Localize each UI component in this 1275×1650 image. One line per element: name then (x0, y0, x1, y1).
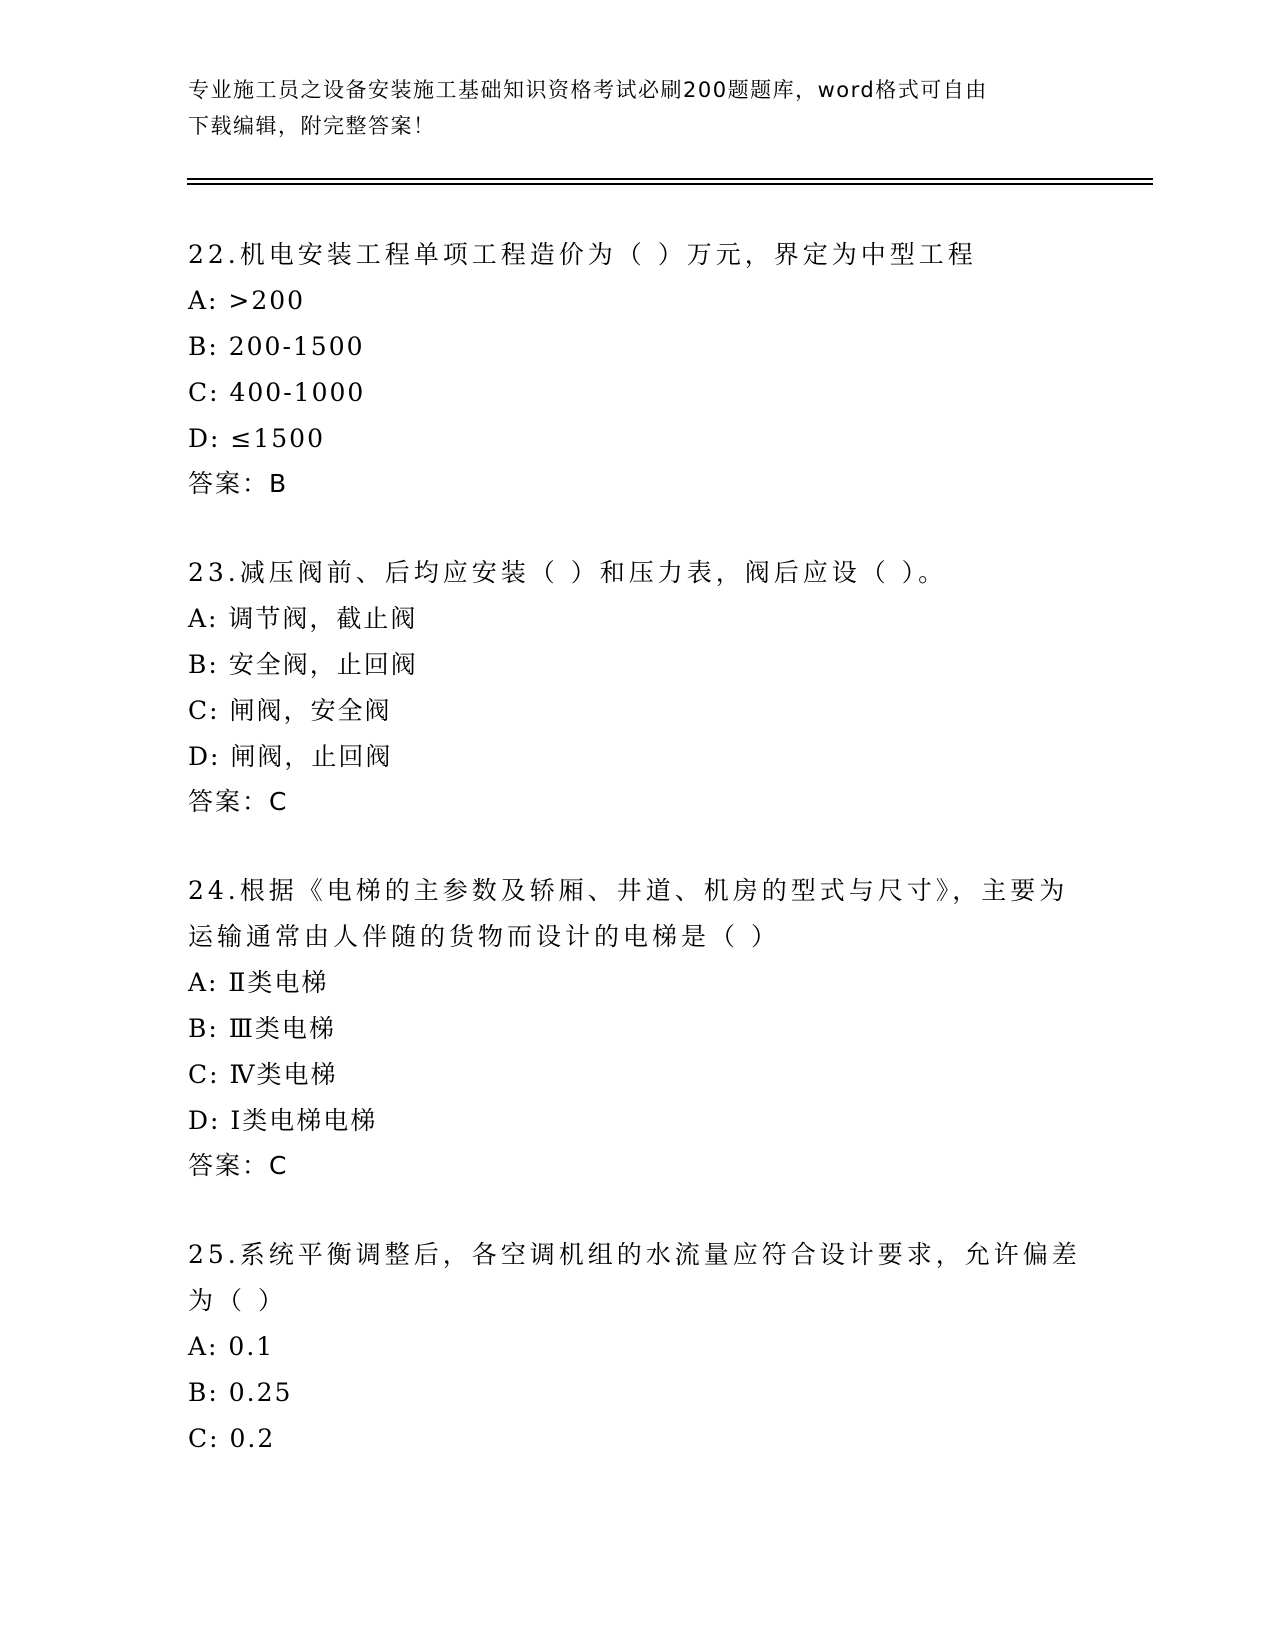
option-d: D: 闸阀，止回阀 (188, 742, 393, 771)
option-c: C: 400-1000 (188, 378, 366, 407)
answer: 答案：C (188, 787, 289, 816)
header-divider-top (187, 178, 1153, 180)
document-header (188, 72, 1088, 144)
question-25 (188, 1232, 1088, 1462)
option-d: D: ≤1500 (188, 424, 325, 453)
header-line-1: 专业施工员之设备安装施工基础知识资格考试必刷200题题库，word格式可自由 (188, 78, 988, 102)
question-23 (188, 550, 1088, 824)
option-b: B: 安全阀，止回阀 (188, 650, 418, 679)
option-c: C: 0.2 (188, 1424, 276, 1453)
option-d: D: Ⅰ类电梯电梯 (188, 1106, 378, 1135)
question-text: 22.机电安装工程单项工程造价为（ ）万元，界定为中型工程 (188, 240, 977, 269)
question-list (188, 232, 1088, 1506)
header-line-2: 下载编辑，附完整答案！ (188, 114, 436, 138)
option-b: B: Ⅲ类电梯 (188, 1014, 336, 1043)
option-c: C: Ⅳ类电梯 (188, 1060, 338, 1089)
question-22 (188, 232, 1088, 506)
header-divider-bottom (187, 183, 1153, 185)
option-a: A: 调节阀，截止阀 (188, 604, 418, 633)
answer: 答案：B (188, 469, 289, 498)
option-a: A: Ⅱ类电梯 (188, 968, 329, 997)
question-24 (188, 868, 1088, 1188)
option-a: A: 0.1 (188, 1332, 275, 1361)
option-c: C: 闸阀，安全阀 (188, 696, 392, 725)
option-a: A: >200 (188, 286, 306, 315)
option-b: B: 200-1500 (188, 332, 365, 361)
option-b: B: 0.25 (188, 1378, 293, 1407)
question-text: 24.根据《电梯的主参数及轿厢、井道、机房的型式与尺寸》，主要为运输通常由人伴随的货物而设计的电梯是（ ） (188, 876, 1069, 951)
answer: 答案：C (188, 1151, 289, 1180)
question-text: 23.减压阀前、后均应安装（ ）和压力表，阀后应设（ ）。 (188, 558, 948, 587)
question-text: 25.系统平衡调整后，各空调机组的水流量应符合设计要求，允许偏差为（ ） (188, 1240, 1081, 1315)
